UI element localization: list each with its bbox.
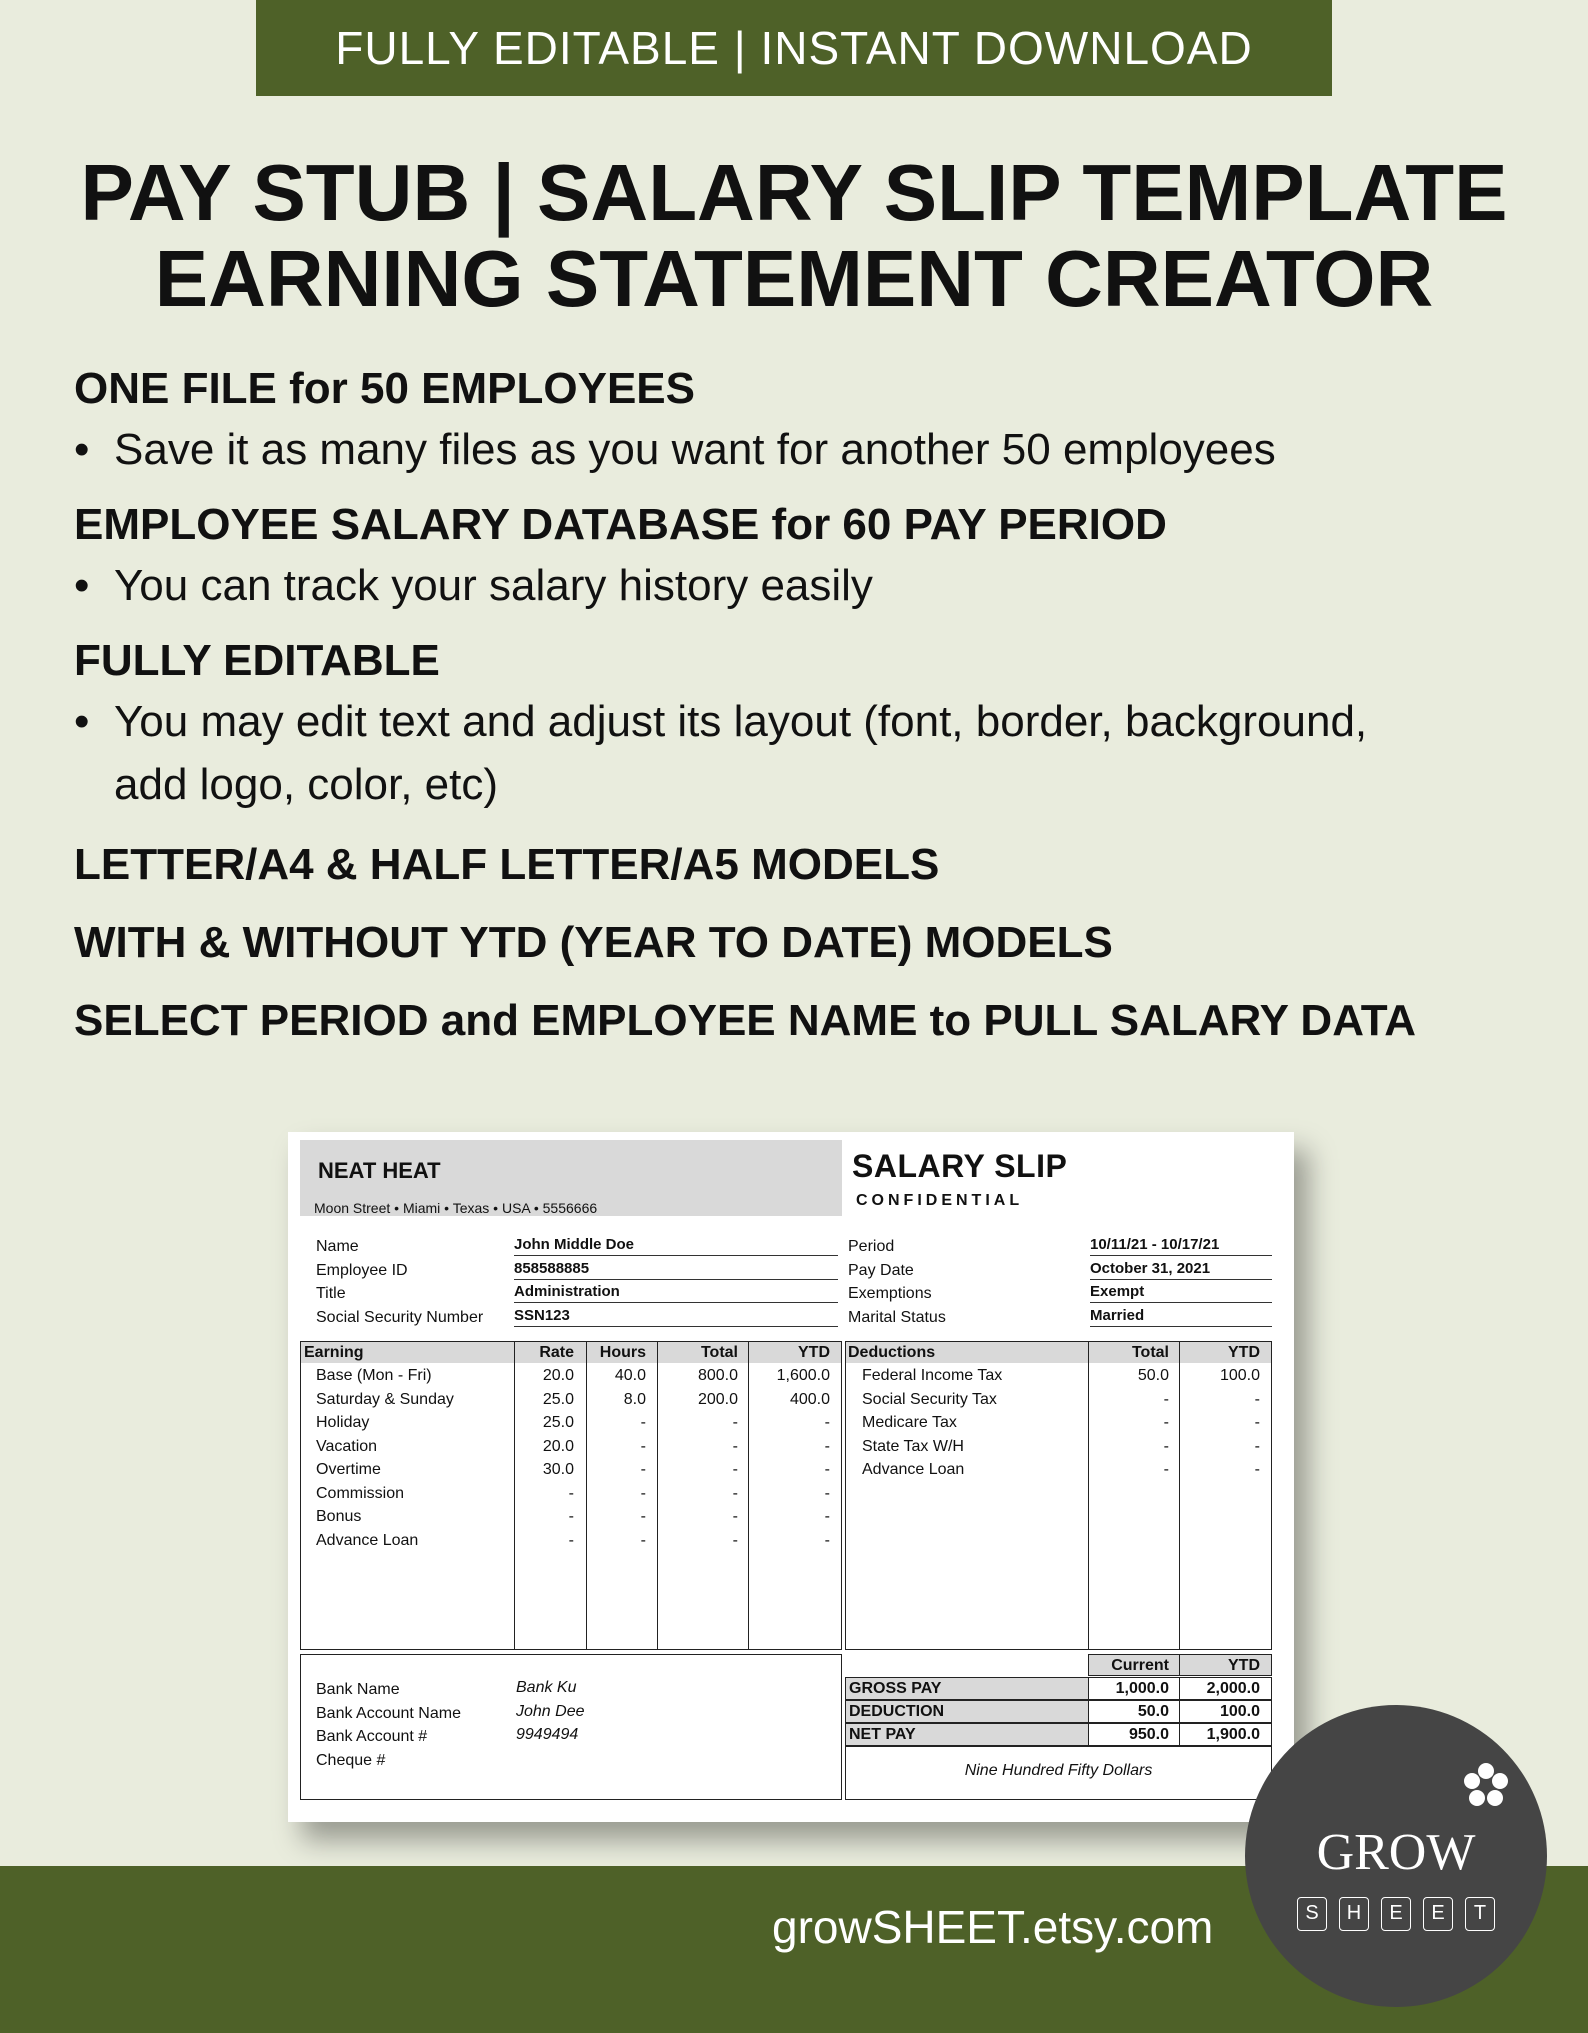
deductions-table	[845, 1341, 1272, 1650]
info-value: October 31, 2021	[1090, 1260, 1272, 1280]
earning-value: -	[824, 1531, 830, 1549]
logo-letter: T	[1465, 1897, 1495, 1931]
earning-value: -	[640, 1508, 646, 1525]
earning-value: -	[568, 1508, 574, 1525]
summary-value: 100.0	[1219, 1703, 1260, 1720]
bullet-icon: •	[74, 697, 90, 746]
deduction-item: Advance Loan	[862, 1461, 965, 1478]
earning-value: -	[824, 1437, 830, 1455]
info-label: Social Security Number	[316, 1309, 484, 1326]
earning-item: Commission	[316, 1484, 405, 1502]
earning-value: 400.0	[789, 1390, 830, 1408]
earning-item: Saturday & Sunday	[316, 1390, 454, 1408]
info-label: Exemptions	[848, 1285, 932, 1302]
feature-heading: EMPLOYEE SALARY DATABASE for 60 PAY PERIOD	[74, 500, 1167, 549]
deduction-value: -	[1254, 1437, 1260, 1455]
deductions-header: Total	[1131, 1344, 1169, 1361]
info-value: 10/11/21 - 10/17/21	[1090, 1236, 1272, 1256]
salary-slip-preview	[288, 1132, 1294, 1822]
summary-value: 1,000.0	[1115, 1680, 1169, 1697]
earning-value: 20.0	[542, 1367, 574, 1384]
deduction-item: State Tax W/H	[862, 1437, 964, 1455]
earning-value: 20.0	[542, 1437, 574, 1455]
bank-value: John Dee	[516, 1702, 585, 1720]
earning-item: Base (Mon - Fri)	[316, 1367, 432, 1384]
top-banner	[256, 0, 1332, 96]
deduction-value: -	[1254, 1390, 1260, 1408]
logo-letter: E	[1423, 1897, 1453, 1931]
earning-value: -	[824, 1508, 830, 1525]
earning-value: -	[640, 1414, 646, 1431]
feature-heading: FULLY EDITABLE	[74, 636, 440, 685]
shop-url: growSHEET.etsy.com	[772, 1901, 1214, 1953]
summary-header: Current	[1111, 1657, 1169, 1674]
earning-value: 25.0	[542, 1390, 574, 1408]
page-title	[0, 150, 1588, 322]
logo-sheet-letters	[1297, 1897, 1495, 1931]
deductions-header: YTD	[1228, 1344, 1260, 1361]
feature-heading: WITH & WITHOUT YTD (YEAR TO DATE) MODELS	[74, 918, 1113, 967]
earning-value: 8.0	[623, 1390, 646, 1408]
earning-value: 1,600.0	[776, 1367, 830, 1384]
earning-item: Overtime	[316, 1461, 381, 1478]
company-address: Moon Street • Miami • Texas • USA • 5556666	[314, 1200, 598, 1216]
confidential-label: CONFIDENTIAL	[856, 1192, 1024, 1209]
deductions-header: Deductions	[848, 1344, 936, 1361]
summary-label: DEDUCTION	[849, 1703, 945, 1720]
feature-heading: LETTER/A4 & HALF LETTER/A5 MODELS	[74, 840, 940, 889]
feature-list	[74, 360, 1534, 1050]
earning-value: -	[824, 1484, 830, 1502]
title-line-1: PAY STUB | SALARY SLIP TEMPLATE	[80, 148, 1508, 237]
company-header	[300, 1140, 842, 1216]
earning-item: Vacation	[316, 1437, 378, 1455]
info-label: Name	[316, 1238, 359, 1255]
logo-letter: S	[1297, 1897, 1327, 1931]
summary-value: 50.0	[1137, 1703, 1169, 1720]
earnings-header: Rate	[539, 1344, 574, 1361]
info-label: Pay Date	[848, 1262, 914, 1279]
info-label: Marital Status	[848, 1309, 946, 1326]
bank-label: Cheque #	[316, 1751, 386, 1769]
bank-label: Bank Account #	[316, 1728, 428, 1745]
earning-item: Bonus	[316, 1508, 362, 1525]
info-value: Administration	[514, 1283, 838, 1303]
summary-label: GROSS PAY	[849, 1680, 942, 1697]
deduction-value: -	[1163, 1437, 1169, 1455]
slip-title: SALARY SLIP	[852, 1148, 1068, 1184]
earning-value: 25.0	[542, 1414, 574, 1431]
bank-value: Bank Ku	[516, 1679, 577, 1696]
bullet-icon: •	[74, 561, 90, 610]
deduction-value: -	[1254, 1414, 1260, 1431]
column-divider	[1088, 1341, 1089, 1650]
earning-value: -	[568, 1484, 574, 1502]
summary-value: 1,900.0	[1206, 1726, 1260, 1743]
column-divider	[1179, 1341, 1180, 1650]
earning-item: Advance Loan	[316, 1531, 419, 1549]
deduction-value: -	[1163, 1461, 1169, 1478]
earning-value: -	[824, 1461, 830, 1478]
earning-value: -	[732, 1484, 738, 1502]
deduction-item: Federal Income Tax	[862, 1367, 1003, 1384]
earning-value: 30.0	[542, 1461, 574, 1478]
earnings-header: Total	[700, 1344, 738, 1361]
growsheet-logo	[1245, 1705, 1547, 2007]
deduction-value: 50.0	[1137, 1367, 1169, 1384]
deduction-value: -	[1163, 1414, 1169, 1431]
title-line-2: EARNING STATEMENT CREATOR	[154, 234, 1434, 323]
flower-icon	[1461, 1761, 1511, 1811]
feature-bullet: • You can track your salary history easily	[74, 554, 1534, 618]
earning-value: -	[732, 1531, 738, 1549]
info-value: 858588885	[514, 1260, 838, 1280]
info-value: Exempt	[1090, 1283, 1272, 1303]
amount-in-words: Nine Hundred Fifty Dollars	[964, 1762, 1153, 1779]
company-name: NEAT HEAT	[318, 1158, 441, 1183]
bank-label: Bank Account Name	[316, 1704, 461, 1722]
feature-bullet-continued: add logo, color, etc)	[114, 760, 499, 809]
earning-value: -	[640, 1461, 646, 1478]
info-label: Period	[848, 1238, 895, 1255]
info-value: SSN123	[514, 1307, 838, 1327]
info-value: John Middle Doe	[514, 1236, 838, 1256]
summary-value: 950.0	[1128, 1726, 1169, 1743]
earning-value: -	[732, 1437, 738, 1455]
banner-text: FULLY EDITABLE | INSTANT DOWNLOAD	[335, 22, 1253, 74]
feature-heading: SELECT PERIOD and EMPLOYEE NAME to PULL SALARY DATA	[74, 996, 1417, 1045]
feature-heading: ONE FILE for 50 EMPLOYEES	[74, 364, 696, 413]
deduction-value: -	[1254, 1461, 1260, 1478]
earnings-header: Hours	[599, 1344, 646, 1361]
earning-value: -	[568, 1531, 574, 1549]
earning-value: 40.0	[614, 1367, 646, 1384]
info-label: Title	[316, 1285, 346, 1302]
bullet-icon: •	[74, 425, 90, 474]
feature-bullet: • You may edit text and adjust its layout (font, border, background,	[74, 690, 1534, 754]
info-value: Married	[1090, 1307, 1272, 1327]
deduction-value: -	[1163, 1390, 1169, 1408]
earnings-header: YTD	[798, 1344, 830, 1361]
earning-value: -	[640, 1484, 646, 1502]
summary-label: NET PAY	[849, 1726, 916, 1743]
earning-value: -	[824, 1414, 830, 1431]
deduction-value: 100.0	[1219, 1367, 1260, 1384]
logo-letter: H	[1339, 1897, 1369, 1931]
deduction-item: Medicare Tax	[862, 1414, 957, 1431]
bank-label: Bank Name	[316, 1681, 400, 1698]
summary-value: 2,000.0	[1206, 1680, 1260, 1697]
earning-value: -	[732, 1461, 738, 1478]
bank-value: 9949494	[516, 1726, 579, 1743]
earning-value: -	[640, 1437, 646, 1455]
earning-item: Holiday	[316, 1414, 370, 1431]
logo-letter: E	[1381, 1897, 1411, 1931]
info-label: Employee ID	[316, 1262, 408, 1279]
earning-value: -	[732, 1508, 738, 1525]
summary-header: YTD	[1228, 1657, 1260, 1674]
earning-value: -	[640, 1531, 646, 1549]
deduction-item: Social Security Tax	[862, 1390, 997, 1408]
feature-bullet: • Save it as many files as you want for another 50 employees	[74, 418, 1534, 482]
earning-value: 200.0	[697, 1390, 738, 1408]
earnings-header: Earning	[304, 1344, 364, 1361]
earning-value: 800.0	[697, 1367, 738, 1384]
earning-value: -	[732, 1414, 738, 1431]
logo-grow-text: GROW	[1316, 1824, 1476, 1881]
column-divider	[748, 1341, 749, 1650]
